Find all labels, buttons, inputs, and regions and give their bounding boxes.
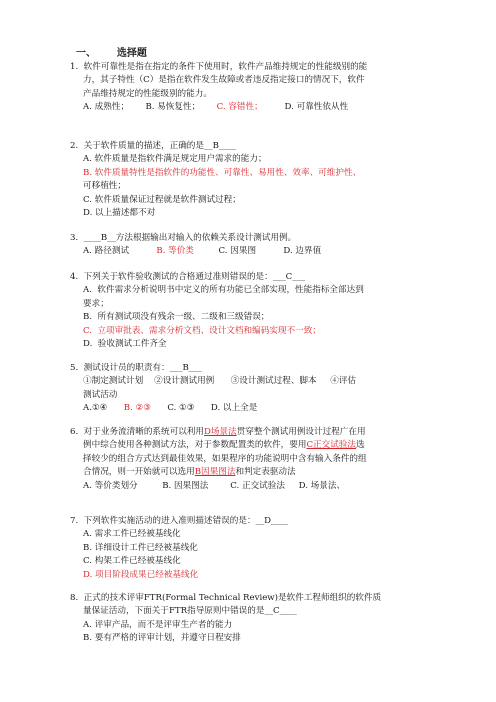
q6-line-4-c: 和判定表驱动法	[235, 467, 296, 478]
q6-option-c: C. 正交试验法	[230, 480, 285, 491]
q2-stem: 2. 关于软件质量的描述，正确的是__B____	[70, 141, 237, 151]
q6-line-3: 择较少的组合方式达到最佳效果，如果程序的功能说明中含有输入条件的组	[83, 453, 367, 464]
q4-stem: 4. 下列关于软件验收测试的合格通过准则错误的是：___C___	[70, 272, 306, 282]
question-8	[70, 592, 440, 646]
section-heading	[76, 44, 147, 59]
q5-item-4-cont: 测试活动	[83, 389, 118, 400]
q4-option-a-line-1: A. 软件需求分析说明书中定义的所有功能已全部实现，性能指标全部达到	[83, 285, 364, 296]
q4-option-c: C. 立项审批表、需求分析文档、设计文档和编码实现不一致；	[83, 325, 321, 336]
q7-option-b: B. 详细设计工件已经被基线化	[83, 542, 198, 553]
q2-option-a: A. 软件质量是指软件满足规定用户需求的能力；	[83, 154, 267, 165]
q7-stem: 7. 下列软件实施活动的进入准则描述错误的是：__D____	[70, 516, 289, 526]
q5-option-b: B. ②③	[123, 403, 151, 414]
q6-line-2	[70, 439, 440, 452]
q1-line-1: 1. 软件可靠性是指在指定的条件下使用时，软件产品维持规定的性能级别的能	[70, 62, 368, 72]
q6-blank-b: B因果图法	[194, 467, 236, 478]
q3-options	[70, 245, 440, 258]
q6-line-4	[70, 466, 440, 479]
q2-option-d: D. 以上描述都不对	[83, 208, 156, 219]
q7-option-d: D. 项目阶段成果已经被基线化	[83, 569, 199, 580]
q1-option-d: D. 可靠性依从性	[284, 102, 349, 113]
q6-blank-d: D场景法	[203, 427, 237, 437]
q2-option-b-line-2: 可移植性；	[83, 181, 126, 192]
q1-option-c: C. 容错性；	[216, 102, 263, 113]
section-number: 一、	[76, 48, 96, 59]
section-title: 选择题	[116, 48, 147, 59]
q6-line-2-a: 例中综合使用各种测试方法，对于参数配置类的软件，要用	[83, 440, 307, 451]
q8-option-a: A. 评审产品，而不是评审生产者的能力	[83, 619, 233, 630]
q5-items	[70, 375, 440, 388]
question-1	[70, 61, 440, 115]
q3-option-c: C. 因果图	[218, 246, 257, 257]
q5-item-1: ①制定测试计划	[83, 376, 144, 387]
q5-item-3: ③设计测试过程、脚本	[230, 376, 317, 387]
question-2	[70, 140, 440, 220]
question-5	[70, 362, 440, 416]
question-6	[70, 426, 440, 493]
q7-option-a: A. 需求工件已经被基线化	[83, 529, 181, 540]
q6-option-d: D. 场景法、	[298, 480, 346, 491]
q6-line-2-c: 选	[356, 440, 365, 451]
q3-stem: 3. ____B__方法根据输出对输入的依赖关系设计测试用例。	[70, 233, 297, 243]
q5-option-a: A.①④	[83, 403, 108, 414]
q6-option-b: B. 因果图法	[162, 480, 209, 491]
q6-line-1-c: 贯穿整个测试用例设计过程广在用	[236, 427, 366, 437]
q1-line-2: 力，其子特性（C）是指在软件发生故障或者违反指定接口的情况下，软件	[83, 75, 365, 86]
question-7	[70, 515, 440, 582]
q6-option-a: A. 等价类划分	[83, 480, 138, 491]
q6-line-1	[70, 426, 440, 439]
question-3	[70, 232, 440, 259]
q5-stem: 5. 测试设计员的职责有：___B___	[70, 363, 202, 373]
q5-option-d: D. 以上全是	[210, 403, 258, 414]
q8-line-1: 8. 正式的技术评审FTR(Formal Technical Review)是软件工程师组织的软件质	[70, 593, 382, 603]
q5-options	[70, 402, 440, 415]
q5-item-2: ②设计测试用例	[154, 376, 215, 387]
q1-option-a: A. 成熟性；	[83, 102, 130, 113]
q8-line-2: 量保证活动，下面关于FTR指导原则中错误的是__C____	[83, 606, 297, 617]
q7-option-c: C. 构架工件已经被基线化	[83, 556, 181, 567]
q3-option-b: B. 等价类	[156, 246, 194, 257]
q6-blank-c: C正交试验法	[306, 440, 356, 451]
q6-line-1-a: 6. 对于业务流清晰的系统可以利用	[70, 427, 204, 437]
question-4	[70, 271, 440, 351]
q1-line-3: 产品维持规定的性能级别的能力。	[83, 88, 212, 99]
q4-option-d: D. 验收测试工件齐全	[83, 339, 167, 350]
q5-item-4: ④评估	[330, 376, 357, 387]
q4-option-a-line-2: 要求；	[83, 298, 109, 309]
q5-option-c: C. ①③	[167, 403, 195, 414]
q3-option-d: D. 边界值	[283, 246, 322, 257]
q4-option-b: B. 所有测试项没有残余一级、二级和三级错误；	[83, 312, 270, 323]
q1-options	[70, 101, 440, 114]
q6-line-4-a: 合情况，则一开始就可以选用	[83, 467, 195, 478]
q2-option-c: C. 软件质量保证过程就是软件测试过程；	[83, 194, 241, 205]
q8-option-b: B. 要有严格的评审计划，并遵守日程安排	[83, 633, 241, 644]
q3-option-a: A. 路径测试	[83, 246, 130, 257]
q1-option-b: B. 易恢复性；	[145, 102, 201, 113]
q6-options	[70, 480, 440, 493]
q2-option-b-line-1: B. 软件质量特性是指软件的功能性、可靠性、易用性、效率、可维护性、	[83, 167, 362, 178]
